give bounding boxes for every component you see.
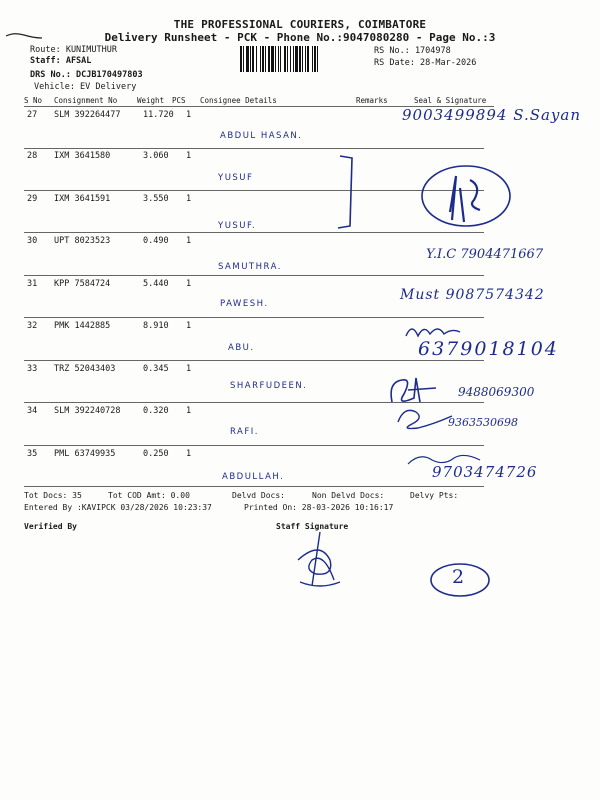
row-consignment: UPT 8023523 bbox=[54, 236, 111, 246]
row-weight: 0.320 bbox=[143, 406, 169, 416]
delivery-points: Delvy Pts: bbox=[410, 491, 459, 500]
route-label: Route: KUNIMUTHUR bbox=[30, 45, 117, 55]
row-weight: 11.720 bbox=[143, 110, 174, 120]
row-consignee-name: RAFI. bbox=[230, 427, 259, 437]
row-weight: 3.060 bbox=[143, 151, 169, 161]
col-weight: Weight bbox=[137, 96, 165, 105]
signature-row-35: 9703474726 bbox=[432, 463, 538, 481]
stamp-signature bbox=[416, 160, 520, 232]
row-weight: 3.550 bbox=[143, 194, 169, 204]
row-weight: 8.910 bbox=[143, 321, 169, 331]
barcode-bar bbox=[318, 46, 320, 72]
signature-scribble-32 bbox=[404, 320, 464, 342]
row-pcs: 1 bbox=[186, 279, 192, 289]
row-sno: 27 bbox=[27, 110, 38, 120]
row-divider bbox=[24, 317, 484, 318]
bracket-mark bbox=[336, 152, 360, 234]
row-pcs: 1 bbox=[186, 364, 192, 374]
signature-row-27: 9003499894 S.Sayan bbox=[402, 106, 582, 124]
staff-signature-scribble bbox=[290, 530, 350, 592]
vehicle-label: Vehicle: EV Delivery bbox=[34, 82, 137, 92]
row-sno: 31 bbox=[27, 279, 38, 289]
row-pcs: 1 bbox=[186, 236, 192, 246]
drs-number: DRS No.: DCJB170497803 bbox=[30, 70, 143, 80]
row-pcs: 1 bbox=[186, 321, 192, 331]
total-cod-amount: Tot COD Amt: 0.00 bbox=[108, 491, 190, 500]
row-consignment: SLM 392240728 bbox=[54, 406, 121, 416]
row-pcs: 1 bbox=[186, 151, 192, 161]
signature-row-32: 6379018104 bbox=[418, 338, 559, 360]
row-divider bbox=[24, 360, 484, 361]
row-consignee-name: YUSUF. bbox=[218, 221, 257, 231]
row-weight: 0.250 bbox=[143, 449, 169, 459]
row-sno: 30 bbox=[27, 236, 38, 246]
signature-row-30: Y.I.C 7904471667 bbox=[426, 247, 544, 262]
delivered-docs: Delvd Docs: bbox=[232, 491, 285, 500]
staff-label: Staff: AFSAL bbox=[30, 56, 92, 66]
non-delivered-docs: Non Delvd Docs: bbox=[312, 491, 385, 500]
rs-number: RS No.: 1704978 bbox=[374, 46, 451, 56]
verified-by-label: Verified By bbox=[24, 522, 77, 531]
row-weight: 0.345 bbox=[143, 364, 169, 374]
row-consignment: PML 63749935 bbox=[54, 449, 116, 459]
signature-row-31: Must 9087574342 bbox=[400, 287, 545, 303]
row-pcs: 1 bbox=[186, 194, 192, 204]
barcode bbox=[240, 46, 368, 72]
rs-date: RS Date: 28-Mar-2026 bbox=[374, 58, 477, 68]
col-sno: S No bbox=[24, 96, 43, 105]
col-pcs: PCS bbox=[172, 96, 186, 105]
row-pcs: 1 bbox=[186, 406, 192, 416]
row-divider bbox=[24, 445, 484, 446]
col-consignee: Consignee Details bbox=[200, 96, 277, 105]
row-consignment: KPP 7584724 bbox=[54, 279, 111, 289]
row-sno: 32 bbox=[27, 321, 38, 331]
page-mark: 2 bbox=[452, 566, 465, 588]
row-consignee-name: YUSUF bbox=[218, 173, 254, 183]
col-remarks: Remarks bbox=[356, 96, 388, 105]
row-consignee-name: ABU. bbox=[228, 343, 255, 353]
row-weight: 0.490 bbox=[143, 236, 169, 246]
row-pcs: 1 bbox=[186, 110, 192, 120]
row-sno: 28 bbox=[27, 151, 38, 161]
signature-row-34: 9363530698 bbox=[448, 416, 518, 429]
corner-scribble bbox=[4, 30, 44, 42]
row-consignment: SLM 392264477 bbox=[54, 110, 121, 120]
row-consignment: IXM 3641580 bbox=[54, 151, 111, 161]
row-weight: 5.440 bbox=[143, 279, 169, 289]
signature-row-33: 9488069300 bbox=[458, 385, 535, 399]
staff-signature-label: Staff Signature bbox=[276, 522, 349, 531]
entered-by: Entered By :KAVIPCK 03/28/2026 10:23:37 bbox=[24, 503, 212, 512]
col-seal-signature: Seal & Signature bbox=[414, 96, 487, 105]
row-consignee-name: PAWESH. bbox=[220, 299, 269, 309]
row-divider bbox=[24, 190, 484, 191]
row-sno: 29 bbox=[27, 194, 38, 204]
col-consignment: Consignment No bbox=[54, 96, 118, 105]
printed-on: Printed On: 28-03-2026 10:16:17 bbox=[244, 503, 394, 512]
row-divider bbox=[24, 148, 484, 149]
row-sno: 33 bbox=[27, 364, 38, 374]
row-pcs: 1 bbox=[186, 449, 192, 459]
total-docs: Tot Docs: 35 bbox=[24, 491, 82, 500]
row-sno: 34 bbox=[27, 406, 38, 416]
row-consignment: TRZ 52043403 bbox=[54, 364, 116, 374]
row-divider bbox=[24, 275, 484, 276]
row-consignee-name: SHARFUDEEN. bbox=[230, 381, 308, 391]
row-consignment: IXM 3641591 bbox=[54, 194, 111, 204]
row-divider bbox=[24, 486, 484, 487]
row-sno: 35 bbox=[27, 449, 38, 459]
row-consignment: PMK 1442885 bbox=[54, 321, 111, 331]
company-title: THE PROFESSIONAL COURIERS, COIMBATORE bbox=[173, 18, 427, 31]
row-consignee-name: ABDULLAH. bbox=[222, 472, 285, 482]
runsheet-subtitle: Delivery Runsheet - PCK - Phone No.:9047080280 - Page No.:3 bbox=[104, 31, 496, 44]
row-divider bbox=[24, 232, 484, 233]
row-consignee-name: ABDUL HASAN. bbox=[220, 131, 303, 141]
row-consignee-name: SAMUTHRA. bbox=[218, 262, 282, 272]
